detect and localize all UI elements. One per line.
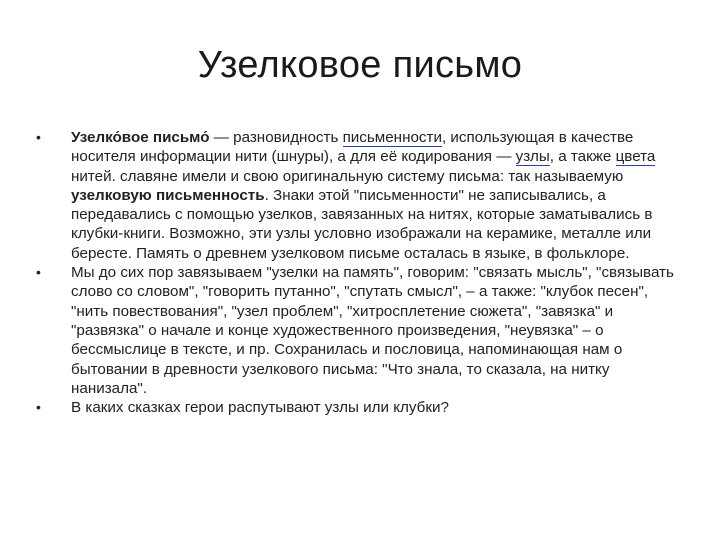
text-fragment: . Знаки этой "письменности" не записывались, а передавались с помощью узелков, завязанных на нитях, которые заматывались в клубки-книги. Возможно, эти узлы условно изображали на керамике, металле или бересте. Память о древнем узелковом письме осталась в языке, в фольклоре. <box>71 186 653 262</box>
bullet-text: Мы до сих пор завязываем "узелки на память", говорим: "связать мысль", "связывать слово со словом", "говорить путанно", "спутать смысл", – а также: "клубок песен", "нить повествования", "узел проблем", "хитросплетение сюжета", "завязка" и "развязка" о начале и конце художественного произведения, "неувязка" – о бессмыслице в тексте, и пр. Сохранилась и пословица, напоминающая нам о бытовании в древности узелкового письма: "Что знала, то сказала, на нитку нанизала". <box>71 264 674 397</box>
link-tsveta[interactable]: цвета <box>615 148 656 166</box>
term-bold-2: узелковую письменность <box>71 186 265 204</box>
text-fragment: — разновидность <box>209 129 343 146</box>
bullet-item-sayings <box>36 263 686 398</box>
bullet-item-definition <box>36 128 686 263</box>
slide-title: Узелковое письмо <box>197 44 523 86</box>
text-fragment: нитей. славяне имели и свою оригинальную систему письма: так называемую <box>71 167 624 185</box>
bullet-marker: • <box>36 399 41 416</box>
bullet-list <box>36 128 686 417</box>
bullet-marker: • <box>36 264 41 281</box>
bullet-text: В каких сказках герои распутывают узлы или клубки? <box>71 399 449 417</box>
term-bold: Узелко́вое письмо́ <box>71 129 210 146</box>
text-fragment: , а также <box>549 148 616 166</box>
text-fragment: , использующая в качестве носителя информации нити (шнуры), а для её кодирования — <box>71 129 634 166</box>
bullet-item-question <box>36 398 686 417</box>
link-uzly[interactable]: узлы <box>515 148 550 166</box>
bullet-marker: • <box>36 129 41 145</box>
link-pismennost[interactable]: письменности <box>342 129 442 146</box>
